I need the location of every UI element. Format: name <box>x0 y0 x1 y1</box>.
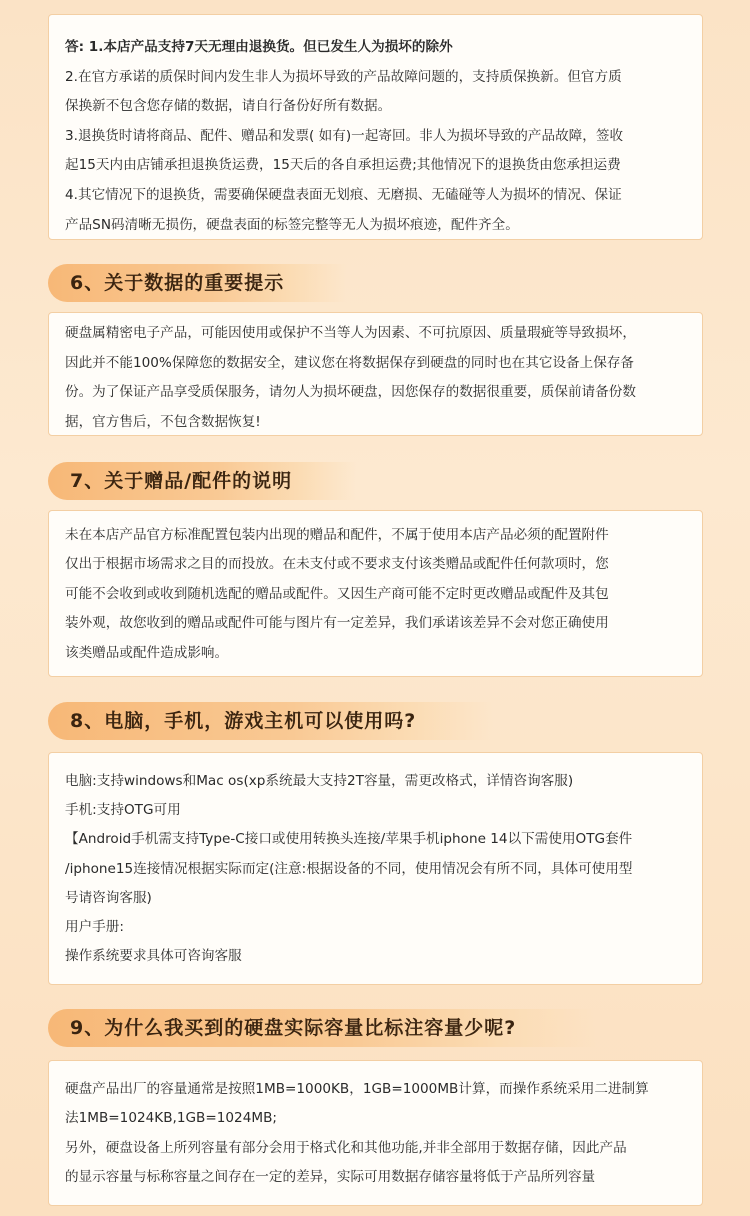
returns-line: 保换新不包含您存储的数据，请自行备份好所有数据。 <box>65 98 392 115</box>
gifts-line: 装外观，故您收到的赠品或配件可能与图片有一定差异，我们承诺该差异不会对您正确使用 <box>65 615 609 632</box>
gifts-line: 可能不会收到或收到随机选配的赠品或配件。又因生产商可能不定时更改赠品或配件及其包 <box>65 585 609 602</box>
section-heading-gifts: 7、关于赠品/配件的说明 <box>48 462 356 500</box>
capacity-line: 的显示容量与标称容量之间存在一定的差异，实际可用数据存储容量将低于产品所列容量 <box>65 1169 596 1186</box>
data-notice-line: 据，官方售后，不包含数据恢复! <box>65 413 261 430</box>
capacity-line: 硬盘产品出厂的容量通常是按照1MB=1000KB，1GB=1000MB计算，而操作系统采用二进制算 <box>65 1081 649 1097</box>
data-notice-line: 因此并不能100%保障您的数据安全，建议您在将数据保存到硬盘的同时也在其它设备上保存备 <box>65 354 635 371</box>
gifts-line: 仅出于根据市场需求之目的而投放。在未支付或不要求支付该类赠品或配件任何款项时，您 <box>65 556 609 573</box>
gifts-box <box>48 510 703 677</box>
capacity-line: 法1MB=1024KB,1GB=1024MB; <box>65 1110 277 1127</box>
compat-line: 操作系统要求具体可咨询客服 <box>65 948 242 965</box>
section-heading-data-notice: 6、关于数据的重要提示 <box>48 264 346 302</box>
returns-line: 产品SN码清晰无损伤，硬盘表面的标签完整等无人为损坏痕迹，配件齐全。 <box>65 216 519 233</box>
returns-line: 答: 1.本店产品支持7天无理由退换货。但已发生人为损坏的除外 <box>65 39 453 55</box>
returns-line: 2.在官方承诺的质保时间内发生非人为损坏导致的产品故障问题的，支持质保换新。但官方质 <box>65 68 622 85</box>
gifts-line: 该类赠品或配件造成影响。 <box>65 644 229 661</box>
data-notice-line: 硬盘属精密电子产品，可能因使用或保护不当等人为因素、不可抗原因、质量瑕疵等导致损坏， <box>65 325 636 341</box>
compat-line: /iphone15连接情况根据实际而定(注意:根据设备的不同，使用情况会有所不同，具体可使用型 <box>65 860 633 877</box>
returns-line: 起15天内由店铺承担退换货运费，15天后的各自承担运费;其他情况下的退换货由您承担运费 <box>65 157 621 174</box>
gifts-line: 未在本店产品官方标准配置包装内出现的赠品和配件，不属于使用本店产品必须的配置附件 <box>65 527 609 543</box>
data-notice-line: 份。为了保证产品享受质保服务，请勿人为损坏硬盘，因您保存的数据很重要，质保前请备份数 <box>65 384 636 401</box>
returns-line: 3.退换货时请将商品、配件、赠品和发票( 如有)一起寄回。非人为损坏导致的产品故障，签收 <box>65 127 624 144</box>
capacity-box <box>48 1060 703 1206</box>
compat-line: 电脑:支持windows和Mac os(xp系统最大支持2T容量，需更改格式，详情咨询客服) <box>65 773 574 789</box>
section-heading-capacity: 9、为什么我买到的硬盘实际容量比标注容量少呢? <box>48 1009 598 1047</box>
compat-line: 【Android手机需支持Type-C接口或使用转换头连接/苹果手机iphone 14以下需使用OTG套件 <box>65 831 633 848</box>
compat-line: 号请咨询客服) <box>65 889 152 906</box>
returns-answer-box <box>48 14 703 240</box>
compat-line: 手机:支持OTG可用 <box>65 802 181 819</box>
compat-line: 用户手册: <box>65 919 124 936</box>
capacity-line: 另外，硬盘设备上所列容量有部分会用于格式化和其他功能,并非全部用于数据存储，因此产品 <box>65 1139 627 1156</box>
returns-line: 4.其它情况下的退换货，需要确保硬盘表面无划痕、无磨损、无磕碰等人为损坏的情况、保证 <box>65 186 622 203</box>
section-heading-compatibility: 8、电脑，手机，游戏主机可以使用吗? <box>48 702 493 740</box>
data-notice-box <box>48 312 703 436</box>
compatibility-box <box>48 752 703 985</box>
